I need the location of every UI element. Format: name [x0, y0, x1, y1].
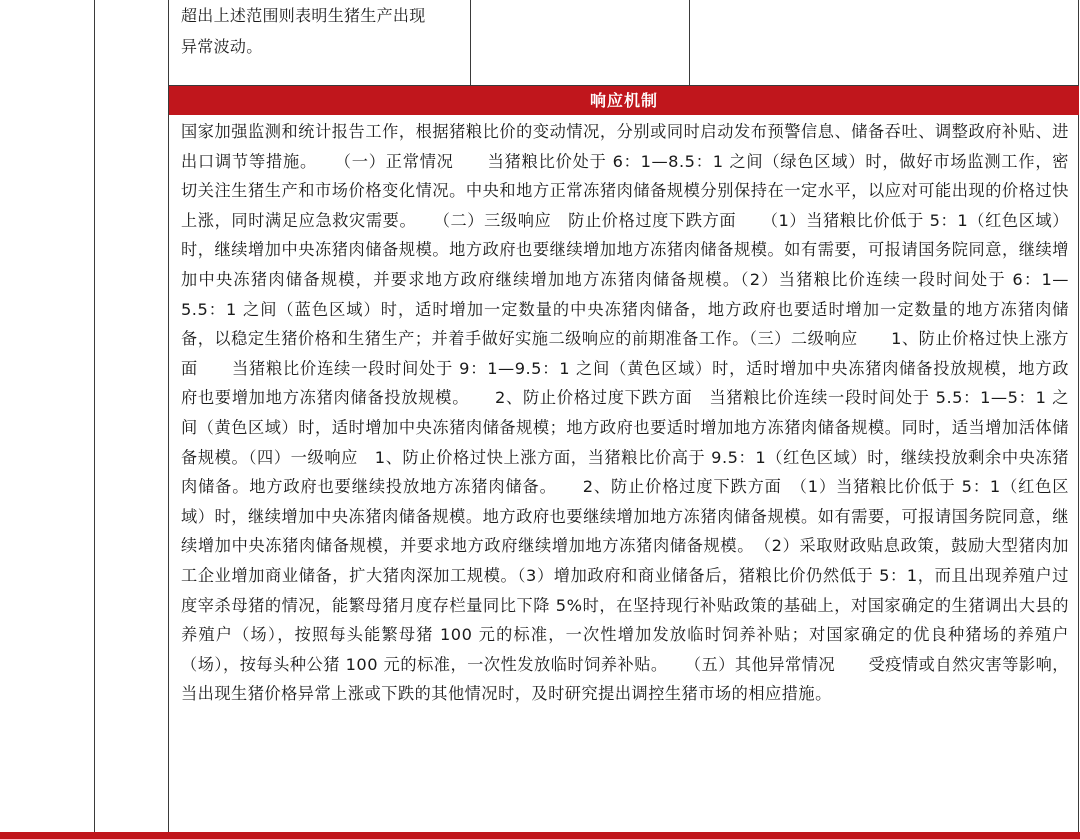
table-border-inner [168, 0, 169, 832]
table-border-right [1078, 0, 1079, 832]
table-cell-divider [689, 0, 690, 85]
next-section-header-bar [0, 832, 1080, 839]
top-cell-text [181, 0, 469, 62]
table-border-left [94, 0, 95, 832]
section-body: 国家加强监测和统计报告工作，根据猪粮比价的变动情况，分别或同时启动发布预警信息、储备吞吐、调整政府补贴、进出口调节等措施。 （一）正常情况 当猪粮比价处于 6：1—8.5：1 之间（绿色区域）时，做好市场监测工作，密切关注生猪生产和市场价格变化情况。中央和地方正常冻猪肉储备规模分别保持在一定水平，以应对可能出现的价格过快上涨，同时满足应急救灾需要。 （二）三级响应 防止价格过度下跌方面 （1）当猪粮比价低于 5：1（红色区域）时，继续增加中央冻猪肉储备规模。地方政府也要继续增加地方冻猪肉储备规模。如有需要，可报请国务院同意，继续增加中央冻猪肉储备规模，并要求地方政府继续增加地方冻猪肉储备规模。（2）当猪粮比价连续一段时间处于 6：1—5.5：1 之间（蓝色区域）时，适时增加一定数量的中央冻猪肉储备，地方政府也要适时增加一定数量的地方冻猪肉储备，以稳定生猪价格和生猪生产；并着手做好实施二级响应的前期准备工作。（三）二级响应 1、防止价格过快上涨方面 当猪粮比价连续一段时间处于 9：1—9.5：1 之间（黄色区域）时，适时增加中央冻猪肉储备投放规模，地方政府也要增加地方冻猪肉储备投放规模。 2、防止价格过度下跌方面 当猪粮比价连续一段时间处于 5.5：1—5：1 之间（黄色区域）时，适时增加中央冻猪肉储备规模；地方政府也要适时增加地方冻猪肉储备规模。同时，适当增加活体储备规模。（四）一级响应 1、防止价格过快上涨方面，当猪粮比价高于 9.5：1（红色区域）时，继续投放剩余中央冻猪肉储备。地方政府也要继续投放地方冻猪肉储备。 2、防止价格过度下跌方面 （1）当猪粮比价低于 5：1（红色区域）时，继续增加中央冻猪肉储备规模。地方政府也要继续增加地方冻猪肉储备规模。如有需要，可报请国务院同意，继续增加中央冻猪肉储备规模，并要求地方政府继续增加地方冻猪肉储备规模。 （2）采取财政贴息政策，鼓励大型猪肉加工企业增加商业储备，扩大猪肉深加工规模。（3）增加政府和商业储备后，猪粮比价仍然低于 5：1，而且出现养殖户过度宰杀母猪的情况，能繁母猪月度存栏量同比下降 5%时，在坚持现行补贴政策的基础上，对国家确定的生猪调出大县的养殖户（场），按照每头能繁母猪 100 元的标准，一次性增加发放临时饲养补贴；对国家确定的优良种猪场的养殖户（场），按每头种公猪 100 元的标准，一次性发放临时饲养补贴。 （五）其他异常情况 受疫情或自然灾害等影响，当出现生猪价格异常上涨或下跌的其他情况时，及时研究提出调控生猪市场的相应措施。 [181, 122, 1069, 704]
top-cell-line: 超出上述范围则表明生猪生产出现 [181, 6, 426, 25]
table-cell-divider [470, 0, 471, 85]
top-cell-line: 异常波动。 [181, 37, 263, 56]
section-header: 响应机制 [169, 86, 1079, 115]
